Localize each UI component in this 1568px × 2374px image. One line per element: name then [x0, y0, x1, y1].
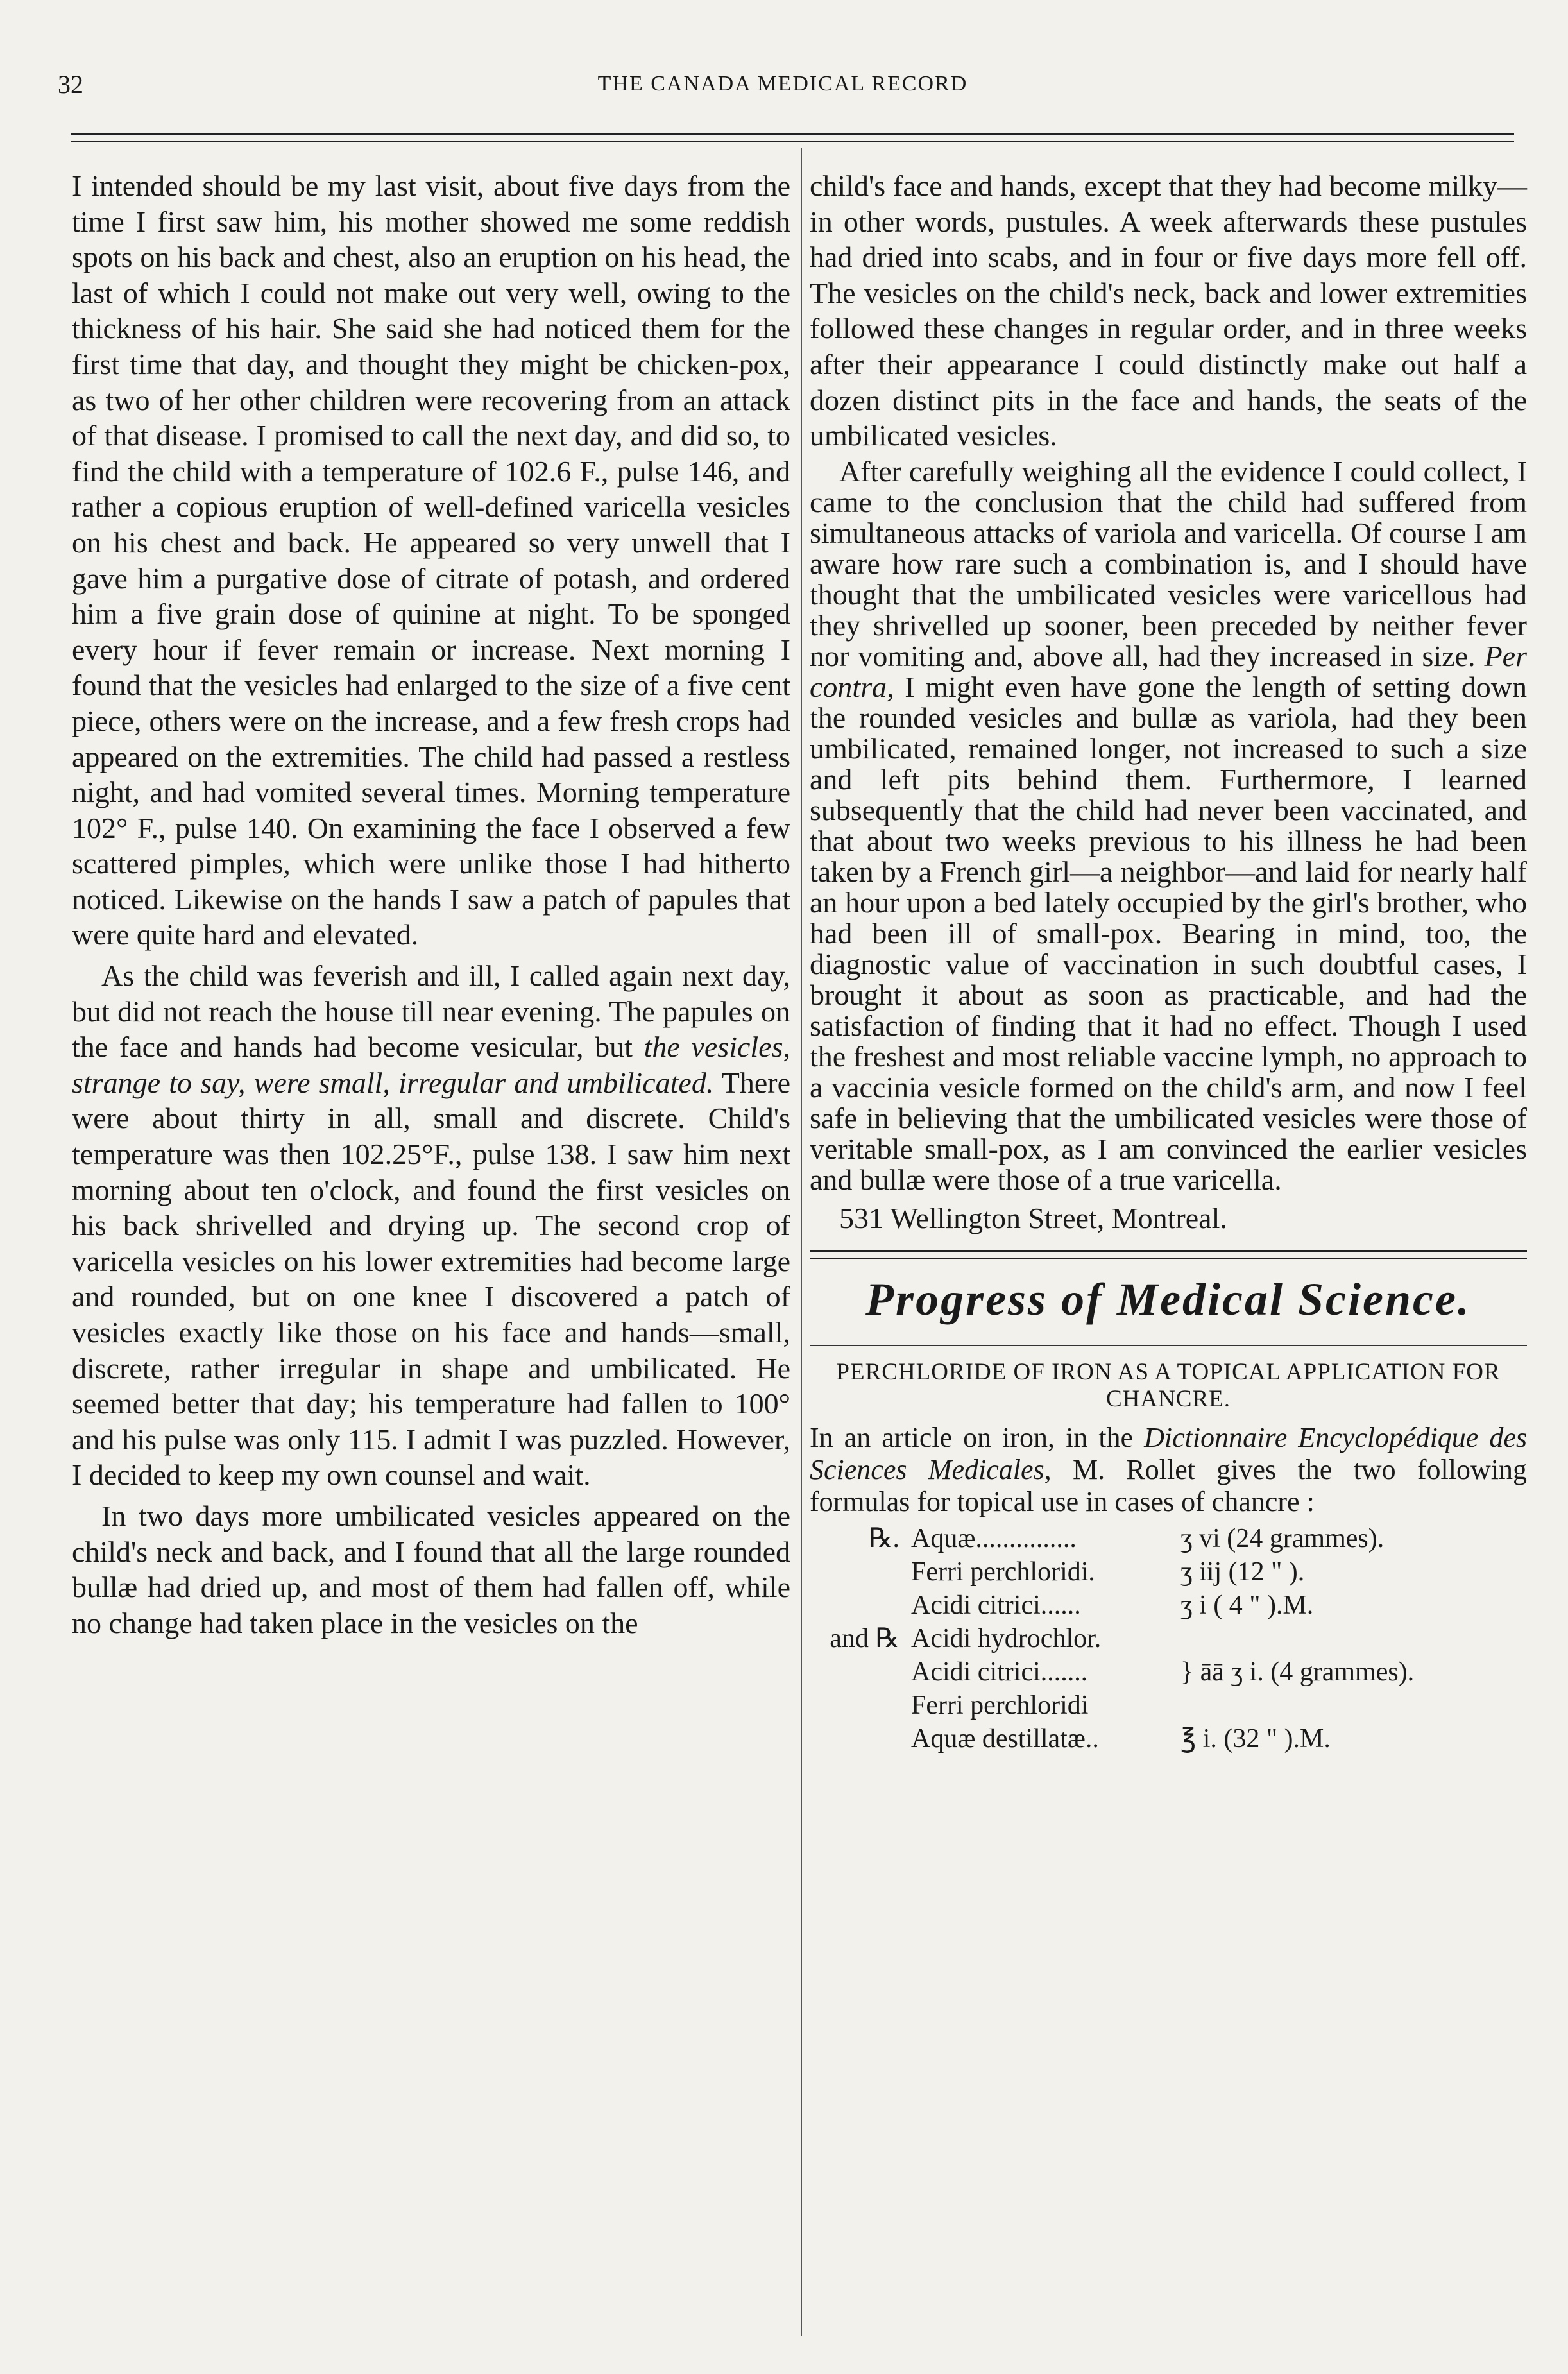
- prescription-row: and ℞ Acidi hydrochlor.: [830, 1624, 1102, 1654]
- article-title: PERCHLORIDE OF IRON AS A TOPICAL APPLICATION FOR CHANCRE.: [836, 1359, 1501, 1413]
- running-head: THE CANADA MEDICAL RECORD: [597, 72, 968, 96]
- paragraph: I intended should be my last visit, about five days from the time I first saw him, his mother showed me some reddish spots on his back and chest, also an eruption on his head, the last of which I could not make out very well, owing to the thickness of his hair. She said she had noticed them for the first time that day, and thought they might be chicken-pox, as two of her other children were recovering from an attack of that disease. I promised to call the next day, and did so, to find the child with a temperature of 102.6 F., pulse 146, and rather a copious eruption of well-defined varicella vesicles on his chest and back. He appeared so very unwell that I gave him a purgative dose of citrate of potash, and ordered him a five grain dose of quinine at night. To be sponged every hour if fever remain or increase. Next morning I found that the vesicles had enlarged to the size of a five cent piece, others were on the increase, and a few fresh crops had appeared on the extremities. The child had passed a restless night, and had vomited several times. Morning temperature 102° F., pulse 140. On examining the face I observed a few scattered pimples, which were unlike those I had hitherto noticed. Likewise on the hands I saw a patch of papules that were quite hard and elevated.: [72, 169, 790, 952]
- page-header: [58, 69, 1508, 108]
- paragraph: child's face and hands, except that they had become milky—in other words, pustules. A week afterwards these pustules had dried into scabs, and in four or five days more fell off. The vesicles on the child's neck, back and lower extremities followed these changes in regular order, and in three weeks after their appearance I could distinctly make out half a dozen distinct pits in the face and hands, the seats of the umbilicated vesicles.: [810, 169, 1527, 452]
- italic-phrase: Per contra,: [810, 639, 1527, 703]
- section-rule-thin: [810, 1345, 1527, 1346]
- prescription-row: Acidi citrici....... } āā ʒ i. (4 grammes).: [911, 1657, 1415, 1687]
- article-body: In an article on iron, in the Dictionnaire Encyclopédique des Sciences Medicales, M. Rollet gives the two following formulas for topical use in cases of chancre :: [810, 1422, 1527, 1518]
- right-column: [810, 168, 1527, 1755]
- header-rule: [71, 133, 1514, 142]
- paragraph: After carefully weighing all the evidence I could collect, I came to the conclusion that the child had suffered from simultaneous attacks of variola and varicella. Of course I am aware how rare such a combination is, and I should have thought that the umbilicated vesicles were varicellous had they shrivelled up sooner, been preceded by neither fever nor vomiting and, above all, had they increased in size. Per contra, I might even have gone the length of setting down the rounded vesicles and bullæ as variola, had they been umbilicated, remained longer, not increased to such a size and left pits behind them. Furthermore, I learned subsequently that the child had never been vaccinated, and that about two weeks previous to his illness he had been taken by a French girl—a neighbor—and laid for nearly half an hour upon a bed lately occupied by the girl's brother, who had been ill of small-pox. Bearing in mind, too, the diagnostic value of vaccination in such doubtful cases, I brought it about as soon as practicable, and had the satisfaction of finding that it had no effect. Though I used the freshest and most reliable vaccine lymph, no approach to a vaccinia vesicle formed on the child's arm, and now I feel safe in believing that the umbilicated vesicles were those of veritable small-pox, as I am convinced the earlier vesicles and bullæ were those of a true varicella.: [810, 454, 1527, 1196]
- prescription-row: Ferri perchloridi: [911, 1691, 1089, 1721]
- prescription-row: ℞. Aquæ............... ʒ vi (24 grammes).: [868, 1524, 1385, 1554]
- section-heading: Progress of Medical Science.: [865, 1274, 1471, 1326]
- italic-phrase: Dictionnaire Encyclopédique des Sciences Medicales,: [810, 1422, 1527, 1486]
- prescription-row: Acidi citrici...... ʒ i ( 4 " ).M.: [911, 1591, 1314, 1621]
- prescription-row: Aquæ destillatæ.. ℥ i. (32 " ).M.: [911, 1724, 1331, 1754]
- left-column: [72, 168, 790, 1641]
- address-line: 531 Wellington Street, Montreal.: [839, 1201, 1227, 1234]
- page-number: 32: [58, 70, 83, 99]
- section-rule: [810, 1250, 1527, 1259]
- italic-phrase: the vesicles, strange to say, were small, irregular and umbilicated.: [72, 1030, 791, 1099]
- column-divider: [801, 148, 802, 2336]
- prescription-row: Ferri perchloridi. ʒ iij (12 " ).: [911, 1557, 1305, 1587]
- prescription-list: [810, 1522, 1527, 1755]
- paragraph: As the child was feverish and ill, I called again next day, but did not reach the house till near evening. The papules on the face and hands had become vesicular, but the vesicles, strange to say, were small, irregular and umbilicated. There were about thirty in all, small and discrete. Child's temperature was then 102.25°F., pulse 138. I saw him next morning about ten o'clock, and found the first vesicles on his back shrivelled and drying up. The second crop of varicella vesicles on his lower extremities had become large and rounded, but on one knee I discovered a patch of vesicles exactly like those on his face and hands—small, discrete, rather irregular in shape and umbilicated. He seemed better that day; his temperature had fallen to 100° and his pulse was only 115. I admit I was puzzled. However, I decided to keep my own counsel and wait.: [72, 959, 791, 1492]
- paragraph: In two days more umbilicated vesicles appeared on the child's neck and back, and I found that all the large rounded bullæ had dried up, and most of them had fallen off, while no change had taken place in the vesicles on the: [72, 1499, 790, 1639]
